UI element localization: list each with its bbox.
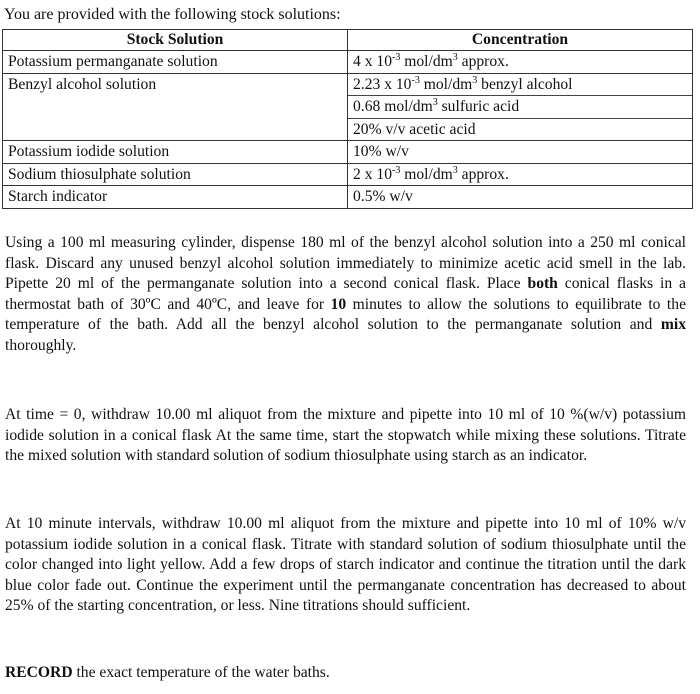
solution-name: Starch indicator bbox=[3, 186, 348, 209]
procedure-paragraph-1: Using a 100 ml measuring cylinder, dispense 180 ml of the benzyl alcohol solution into a 250 ml conical flask. Discard any unused benzyl alcohol solution immediately to minimize acetic acid smell in the lab. Pipette 20 ml of the permanganate solution into a second conical flask. Place both conical flasks in a thermostat bath of 30ºC and 40ºC, and leave for 10 minutes to allow the solutions to equilibrate to the temperature of the bath. Add all the benzyl alcohol solution to the permanganate solution and mix thoroughly. bbox=[5, 234, 686, 354]
procedure-paragraph-2: At time = 0, withdraw 10.00 ml aliquot from the mixture and pipette into 10 ml of 10 %(w/v) potassium iodide solution in a conical flask At the same time, start the stopwatch while mixing these solutions. Titrate the mixed solution with standard solution of sodium thiosulphate using starch as an indicator. bbox=[5, 406, 686, 465]
concentration-value: 0.5% w/v bbox=[348, 186, 693, 209]
table-row bbox=[3, 163, 693, 186]
concentration-value: 2 x $10^{-3}$ mol/$dm^3$ approx. bbox=[348, 163, 693, 186]
table-header-row bbox=[3, 30, 693, 51]
intro-text: You are provided with the following stock solutions: bbox=[4, 6, 341, 23]
table-row bbox=[3, 96, 693, 119]
solution-name-empty bbox=[3, 96, 348, 119]
solution-name-empty bbox=[3, 118, 348, 141]
header-concentration: Concentration bbox=[348, 30, 693, 51]
table-row bbox=[3, 186, 693, 209]
solution-name: Sodium thiosulphate solution bbox=[3, 163, 348, 186]
procedure-paragraph-3: At 10 minute intervals, withdraw 10.00 ml aliquot from the mixture and pipette into 10 ml of 10% w/v potassium iodide solution in a conical flask. Titrate with standard solution of sodium thiosulphate until the color changed into light yellow. Add a few drops of starch indicator and continue the titration until the dark blue color fade out. Continue the experiment until the permanganate concentration has decreased to about 25% of the starting concentration, or less. Nine titrations should sufficient. bbox=[5, 515, 686, 615]
concentration-value: 2.23 x $10^{-3}$ mol/$dm^3$ benzyl alcohol bbox=[348, 73, 693, 96]
concentration-value: 0.68 mol/$dm^3$ sulfuric acid bbox=[348, 96, 693, 119]
solution-name: Benzyl alcohol solution bbox=[3, 73, 348, 96]
solution-name: Potassium permanganate solution bbox=[3, 51, 348, 74]
table-row bbox=[3, 118, 693, 141]
header-stock-solution: Stock Solution bbox=[3, 30, 348, 51]
stock-solutions-table bbox=[2, 29, 693, 209]
concentration-value: 20% v/v acetic acid bbox=[348, 118, 693, 141]
concentration-value: 10% w/v bbox=[348, 141, 693, 164]
table-row bbox=[3, 141, 693, 164]
concentration-value: 4 x $10^{-3}$ mol/$dm^3$ approx. bbox=[348, 51, 693, 74]
table-row bbox=[3, 73, 693, 96]
procedure-paragraph-4: RECORD the exact temperature of the water baths. bbox=[5, 664, 330, 681]
solution-name: Potassium iodide solution bbox=[3, 141, 348, 164]
table-row bbox=[3, 51, 693, 74]
